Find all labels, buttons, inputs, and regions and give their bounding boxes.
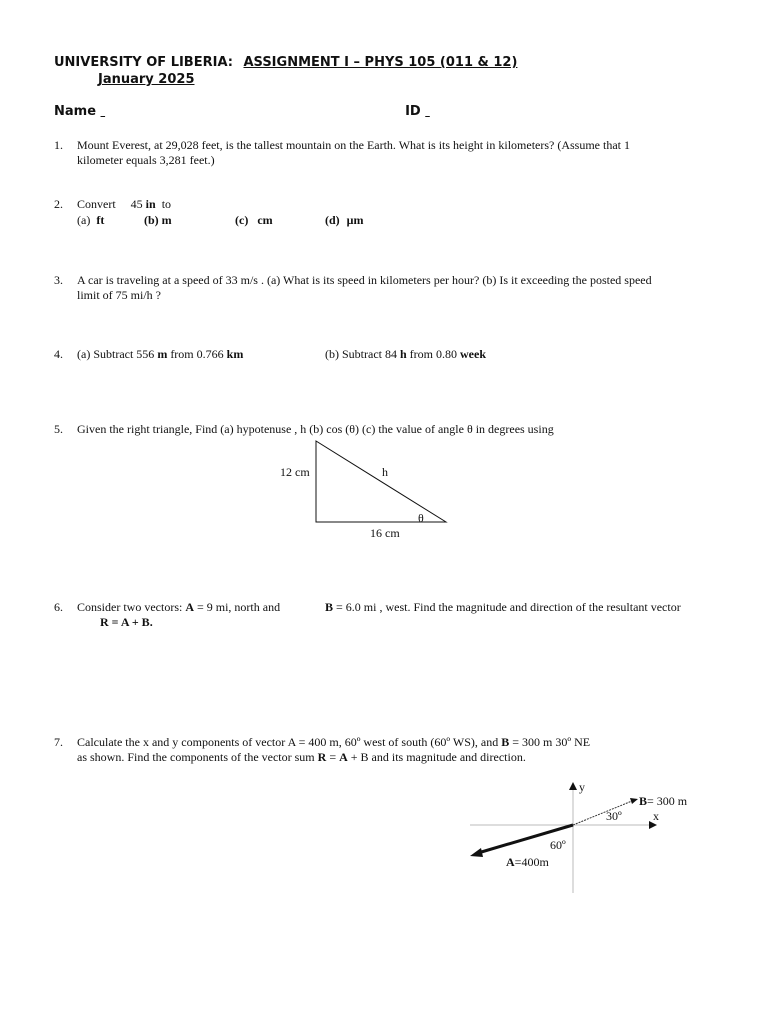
assignment-date: January 2025	[98, 72, 195, 87]
angle-30-label: 30º	[606, 809, 622, 823]
vector-a-arrowhead	[470, 848, 483, 857]
angle-60-label: 60º	[550, 838, 566, 852]
question-2-number: 2.	[54, 197, 63, 211]
question-1-number: 1.	[54, 138, 63, 152]
question-3-line-2: limit of 75 mi/h ?	[77, 288, 161, 302]
triangle-vertical-label: 12 cm	[280, 465, 310, 479]
question-4-part-b: (b) Subtract 84 h from 0.80 week	[325, 347, 486, 361]
vector-a-label: A=400m	[506, 855, 549, 869]
question-1-line-1: Mount Everest, at 29,028 feet, is the tallest mountain on the Earth. What is its height in kilometers? (Assume that 1	[77, 138, 631, 152]
question-5-number: 5.	[54, 422, 63, 436]
vector-b-label: B= 300 m	[639, 794, 688, 808]
assignment-title: ASSIGNMENT I – PHYS 105 (011 & 12)	[243, 55, 518, 70]
question-3-number: 3.	[54, 273, 63, 287]
question-6-line-2: R = A + B.	[100, 615, 153, 629]
university-title: UNIVERSITY OF LIBERIA:	[54, 55, 233, 70]
question-7-line-1: Calculate the x and y components of vector A = 400 m, 60º west of south (60º WS), and B = 300 m 30º NE	[77, 735, 591, 749]
question-6-line-1b: B = 6.0 mi , west. Find the magnitude and direction of the resultant vector	[325, 600, 681, 614]
id-label: ID	[405, 104, 421, 119]
question-7-line-2: as shown. Find the components of the vector sum R = A + B and its magnitude and direction.	[77, 750, 526, 764]
name-label: Name	[54, 104, 97, 119]
question-1-line-2: kilometer equals 3,281 feet.)	[77, 153, 215, 167]
x-axis-label: x	[653, 809, 659, 823]
vector-b-line	[573, 801, 632, 825]
question-4-part-a: (a) Subtract 556 m from 0.766 km	[77, 347, 244, 361]
question-5-text: Given the right triangle, Find (a) hypotenuse , h (b) cos (θ) (c) the value of angle θ in degrees using	[77, 422, 554, 436]
vector-b-arrowhead	[630, 798, 638, 804]
triangle-hypotenuse-label: h	[382, 465, 388, 479]
question-2-option-d: (d) μm	[325, 213, 364, 227]
question-3-line-1: A car is traveling at a speed of 33 m/s . (a) What is its speed in kilometers per hour? (b) Is it exceeding the posted speed	[77, 273, 652, 287]
question-2-option-c: (c) cm	[235, 213, 273, 227]
question-6-line-1a: Consider two vectors: A = 9 mi, north and	[77, 600, 281, 614]
triangle-angle-label: θ	[418, 511, 424, 525]
question-4-number: 4.	[54, 347, 63, 361]
question-2-option-b: (b) m	[144, 213, 172, 227]
question-7-number: 7.	[54, 735, 63, 749]
question-2-option-a: (a) ft	[77, 213, 105, 227]
triangle-base-label: 16 cm	[370, 526, 400, 540]
question-6-number: 6.	[54, 600, 63, 614]
y-axis-arrowhead	[569, 782, 577, 790]
question-2-line-1: Convert 45 in to	[77, 197, 172, 211]
y-axis-label: y	[579, 780, 585, 794]
